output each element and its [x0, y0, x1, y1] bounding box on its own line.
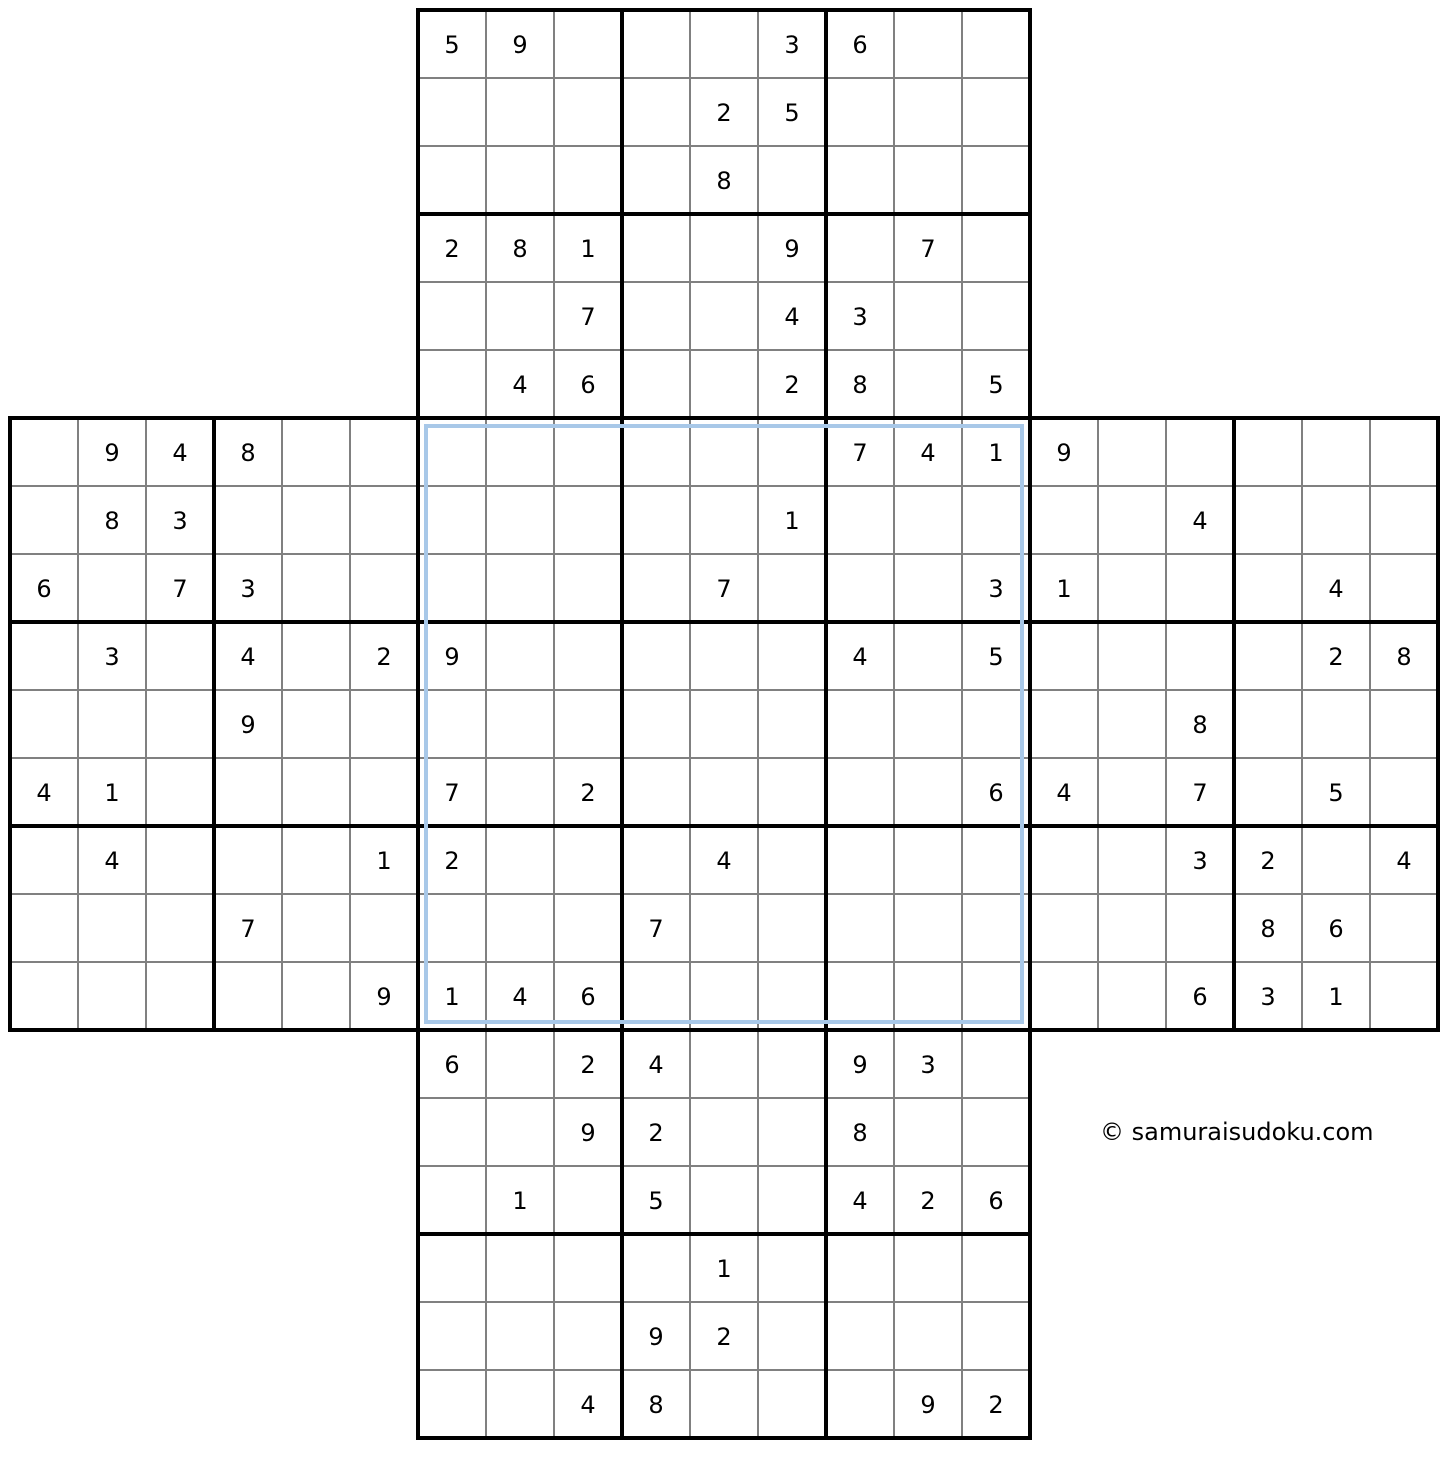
sudoku-cell[interactable]	[554, 146, 622, 214]
sudoku-cell[interactable]	[826, 78, 894, 146]
sudoku-cell[interactable]	[554, 622, 622, 690]
sudoku-cell[interactable]	[690, 962, 758, 1030]
sudoku-cell[interactable]	[690, 622, 758, 690]
sudoku-cell[interactable]	[622, 418, 690, 486]
given-digit: 6	[852, 31, 868, 59]
sudoku-cell[interactable]	[1098, 486, 1166, 554]
sudoku-cell[interactable]	[554, 10, 622, 78]
sudoku-cell[interactable]	[146, 894, 214, 962]
given-digit: 1	[1056, 575, 1072, 603]
sudoku-cell[interactable]	[486, 1302, 554, 1370]
sudoku-cell[interactable]	[10, 894, 78, 962]
sudoku-cell[interactable]	[758, 146, 826, 214]
given-digit: 8	[1192, 711, 1208, 739]
sudoku-cell[interactable]	[894, 1234, 962, 1302]
given-digit: 9	[580, 1119, 596, 1147]
sudoku-cell[interactable]	[350, 418, 418, 486]
given-digit: 4	[920, 439, 936, 467]
sudoku-cell[interactable]	[758, 962, 826, 1030]
given-digit: 9	[852, 1051, 868, 1079]
sudoku-cell[interactable]	[486, 1030, 554, 1098]
sudoku-cell[interactable]	[690, 1098, 758, 1166]
given-digit: 9	[512, 31, 528, 59]
given-digit: 1	[1328, 983, 1344, 1011]
sudoku-cell[interactable]	[622, 486, 690, 554]
sudoku-cell[interactable]	[486, 826, 554, 894]
sudoku-cell[interactable]	[690, 418, 758, 486]
sudoku-cell[interactable]	[826, 554, 894, 622]
sudoku-cell[interactable]	[486, 1370, 554, 1438]
sudoku-cell[interactable]	[894, 758, 962, 826]
sudoku-cell[interactable]	[10, 826, 78, 894]
given-digit: 2	[1260, 847, 1276, 875]
given-digit: 9	[444, 643, 460, 671]
given-digit: 7	[852, 439, 868, 467]
given-digit: 4	[648, 1051, 664, 1079]
given-digit: 6	[580, 983, 596, 1011]
given-digit: 7	[580, 303, 596, 331]
given-digit: 2	[1328, 643, 1344, 671]
sudoku-cell[interactable]	[690, 690, 758, 758]
sudoku-cell[interactable]	[282, 894, 350, 962]
given-digit: 9	[920, 1391, 936, 1419]
sudoku-cell[interactable]	[146, 826, 214, 894]
sudoku-cell[interactable]	[826, 1370, 894, 1438]
sudoku-cell[interactable]	[1370, 758, 1438, 826]
sudoku-cell[interactable]	[622, 146, 690, 214]
sudoku-cell[interactable]	[622, 826, 690, 894]
sudoku-cell[interactable]	[894, 1098, 962, 1166]
given-digit: 2	[716, 99, 732, 127]
sudoku-cell[interactable]	[826, 1234, 894, 1302]
sudoku-cell[interactable]	[826, 214, 894, 282]
sudoku-cell[interactable]	[894, 78, 962, 146]
sudoku-cell[interactable]	[826, 1302, 894, 1370]
given-digit: 7	[716, 575, 732, 603]
given-digit: 3	[172, 507, 188, 535]
sudoku-cell[interactable]	[1030, 962, 1098, 1030]
sudoku-cell[interactable]	[894, 350, 962, 418]
sudoku-cell[interactable]	[486, 554, 554, 622]
sudoku-cell[interactable]	[622, 10, 690, 78]
given-digit: 8	[716, 167, 732, 195]
given-digit: 7	[172, 575, 188, 603]
sudoku-cell[interactable]	[282, 690, 350, 758]
given-digit: 4	[1396, 847, 1412, 875]
given-digit: 4	[784, 303, 800, 331]
sudoku-cell[interactable]	[1098, 826, 1166, 894]
sudoku-cell[interactable]	[962, 486, 1030, 554]
sudoku-cell[interactable]	[826, 894, 894, 962]
sudoku-cell[interactable]	[282, 418, 350, 486]
given-digit: 9	[376, 983, 392, 1011]
sudoku-cell[interactable]	[486, 282, 554, 350]
sudoku-cell[interactable]	[1098, 418, 1166, 486]
sudoku-cell[interactable]	[758, 1098, 826, 1166]
sudoku-cell[interactable]	[622, 282, 690, 350]
given-digit: 2	[444, 235, 460, 263]
sudoku-cell[interactable]	[1166, 554, 1234, 622]
sudoku-cell[interactable]	[350, 894, 418, 962]
sudoku-cell[interactable]	[1234, 554, 1302, 622]
sudoku-cell[interactable]	[1302, 690, 1370, 758]
sudoku-cell[interactable]	[962, 10, 1030, 78]
sudoku-cell[interactable]	[1370, 554, 1438, 622]
sudoku-cell[interactable]	[690, 214, 758, 282]
sudoku-cell[interactable]	[418, 486, 486, 554]
sudoku-cell[interactable]	[418, 78, 486, 146]
sudoku-cell[interactable]	[1234, 758, 1302, 826]
sudoku-cell[interactable]	[1098, 554, 1166, 622]
sudoku-cell[interactable]	[690, 350, 758, 418]
given-digit: 5	[444, 31, 460, 59]
sudoku-cell[interactable]	[622, 690, 690, 758]
sudoku-cell[interactable]	[962, 1234, 1030, 1302]
sudoku-cell[interactable]	[1370, 486, 1438, 554]
sudoku-cell[interactable]	[486, 690, 554, 758]
given-digit: 4	[512, 983, 528, 1011]
given-digit: 8	[512, 235, 528, 263]
sudoku-cell[interactable]	[894, 282, 962, 350]
sudoku-cell[interactable]	[962, 894, 1030, 962]
sudoku-cell[interactable]	[758, 690, 826, 758]
sudoku-cell[interactable]	[894, 10, 962, 78]
sudoku-cell[interactable]	[622, 962, 690, 1030]
given-digit: 8	[648, 1391, 664, 1419]
sudoku-cell[interactable]	[282, 962, 350, 1030]
given-digit: 2	[580, 1051, 596, 1079]
sudoku-cell[interactable]	[1234, 622, 1302, 690]
sudoku-cell[interactable]	[146, 690, 214, 758]
given-digit: 5	[988, 643, 1004, 671]
copyright-text: © samuraisudoku.com	[1100, 1118, 1374, 1146]
given-digit: 4	[1056, 779, 1072, 807]
sudoku-cell[interactable]	[894, 826, 962, 894]
sudoku-cell[interactable]	[282, 826, 350, 894]
given-digit: 7	[240, 915, 256, 943]
sudoku-cell[interactable]	[554, 418, 622, 486]
sudoku-cell[interactable]	[418, 350, 486, 418]
given-digit: 8	[240, 439, 256, 467]
sudoku-cell[interactable]	[758, 418, 826, 486]
sudoku-cell[interactable]	[622, 214, 690, 282]
sudoku-cell[interactable]	[418, 690, 486, 758]
sudoku-cell[interactable]	[894, 1302, 962, 1370]
sudoku-cell[interactable]	[894, 894, 962, 962]
given-digit: 3	[1192, 847, 1208, 875]
given-digit: 6	[988, 1187, 1004, 1215]
sudoku-cell[interactable]	[962, 1098, 1030, 1166]
sudoku-cell[interactable]	[418, 1234, 486, 1302]
given-digit: 3	[852, 303, 868, 331]
given-digit: 5	[1328, 779, 1344, 807]
sudoku-cell[interactable]	[554, 894, 622, 962]
sudoku-cell[interactable]	[554, 1302, 622, 1370]
sudoku-cell[interactable]	[1030, 622, 1098, 690]
sudoku-cell[interactable]	[1302, 826, 1370, 894]
sudoku-cell[interactable]	[282, 758, 350, 826]
given-digit: 3	[920, 1051, 936, 1079]
given-digit: 6	[1328, 915, 1344, 943]
sudoku-cell[interactable]	[486, 78, 554, 146]
sudoku-cell[interactable]	[690, 1030, 758, 1098]
sudoku-cell[interactable]	[486, 146, 554, 214]
sudoku-cell[interactable]	[486, 622, 554, 690]
sudoku-cell[interactable]	[690, 894, 758, 962]
sudoku-cell[interactable]	[146, 962, 214, 1030]
given-digit: 7	[1192, 779, 1208, 807]
sudoku-cell[interactable]	[826, 690, 894, 758]
sudoku-cell[interactable]	[214, 486, 282, 554]
given-digit: 2	[988, 1391, 1004, 1419]
sudoku-cell[interactable]	[78, 554, 146, 622]
sudoku-cell[interactable]	[962, 214, 1030, 282]
given-digit: 1	[512, 1187, 528, 1215]
given-digit: 1	[784, 507, 800, 535]
sudoku-cell[interactable]	[826, 758, 894, 826]
sudoku-cell[interactable]	[1030, 826, 1098, 894]
sudoku-cell[interactable]	[1098, 894, 1166, 962]
given-digit: 6	[988, 779, 1004, 807]
sudoku-cell[interactable]	[1370, 962, 1438, 1030]
sudoku-cell[interactable]	[690, 282, 758, 350]
given-digit: 4	[580, 1391, 596, 1419]
given-digit: 4	[852, 1187, 868, 1215]
given-digit: 1	[716, 1255, 732, 1283]
given-digit: 4	[240, 643, 256, 671]
given-digit: 4	[1328, 575, 1344, 603]
given-digit: 3	[1260, 983, 1276, 1011]
sudoku-cell[interactable]	[758, 622, 826, 690]
given-digit: 9	[104, 439, 120, 467]
sudoku-cell[interactable]	[758, 1166, 826, 1234]
sudoku-cell[interactable]	[962, 146, 1030, 214]
sudoku-cell[interactable]	[962, 690, 1030, 758]
sudoku-cell[interactable]	[350, 758, 418, 826]
given-digit: 2	[920, 1187, 936, 1215]
sudoku-cell[interactable]	[1370, 894, 1438, 962]
sudoku-cell[interactable]	[418, 418, 486, 486]
given-digit: 8	[1396, 643, 1412, 671]
sudoku-cell[interactable]	[486, 1234, 554, 1302]
sudoku-cell[interactable]	[554, 1166, 622, 1234]
given-digit: 1	[376, 847, 392, 875]
sudoku-cell[interactable]	[418, 554, 486, 622]
sudoku-cell[interactable]	[418, 1166, 486, 1234]
sudoku-cell[interactable]	[962, 1302, 1030, 1370]
sudoku-cell[interactable]	[10, 962, 78, 1030]
sudoku-cell[interactable]	[146, 622, 214, 690]
sudoku-cell[interactable]	[146, 758, 214, 826]
sudoku-cell[interactable]	[894, 554, 962, 622]
sudoku-cell[interactable]	[214, 758, 282, 826]
sudoku-cell[interactable]	[350, 554, 418, 622]
sudoku-cell[interactable]	[1370, 418, 1438, 486]
sudoku-cell[interactable]	[486, 894, 554, 962]
sudoku-cell[interactable]	[418, 1370, 486, 1438]
sudoku-cell[interactable]	[962, 962, 1030, 1030]
sudoku-cell[interactable]	[1098, 690, 1166, 758]
given-digit: 6	[36, 575, 52, 603]
sudoku-cell[interactable]	[622, 758, 690, 826]
sudoku-cell[interactable]	[894, 146, 962, 214]
sudoku-cell[interactable]	[282, 622, 350, 690]
given-digit: 6	[580, 371, 596, 399]
given-digit: 5	[648, 1187, 664, 1215]
sudoku-cell[interactable]	[418, 1302, 486, 1370]
sudoku-cell[interactable]	[486, 758, 554, 826]
given-digit: 4	[852, 643, 868, 671]
sudoku-cell[interactable]	[622, 350, 690, 418]
given-digit: 2	[716, 1323, 732, 1351]
given-digit: 9	[648, 1323, 664, 1351]
given-digit: 7	[648, 915, 664, 943]
sudoku-cell[interactable]	[894, 486, 962, 554]
sudoku-cell[interactable]	[214, 826, 282, 894]
sudoku-cell[interactable]	[758, 1030, 826, 1098]
given-digit: 2	[376, 643, 392, 671]
given-digit: 8	[852, 1119, 868, 1147]
sudoku-cell[interactable]	[826, 146, 894, 214]
sudoku-cell[interactable]	[10, 418, 78, 486]
sudoku-cell[interactable]	[554, 486, 622, 554]
given-digit: 1	[580, 235, 596, 263]
sudoku-cell[interactable]	[1098, 622, 1166, 690]
sudoku-cell[interactable]	[554, 690, 622, 758]
sudoku-cell[interactable]	[1098, 758, 1166, 826]
sudoku-cell[interactable]	[1030, 690, 1098, 758]
sudoku-cell[interactable]	[350, 690, 418, 758]
sudoku-cell[interactable]	[690, 1166, 758, 1234]
given-digit: 8	[1260, 915, 1276, 943]
given-digit: 6	[1192, 983, 1208, 1011]
sudoku-cell[interactable]	[758, 894, 826, 962]
sudoku-cell[interactable]	[758, 1370, 826, 1438]
sudoku-cell[interactable]	[622, 1234, 690, 1302]
given-digit: 2	[444, 847, 460, 875]
sudoku-cell[interactable]	[962, 282, 1030, 350]
given-digit: 4	[172, 439, 188, 467]
sudoku-cell[interactable]	[282, 486, 350, 554]
sudoku-cell[interactable]	[1302, 418, 1370, 486]
given-digit: 8	[104, 507, 120, 535]
sudoku-cell[interactable]	[1098, 962, 1166, 1030]
given-digit: 7	[920, 235, 936, 263]
given-digit: 9	[240, 711, 256, 739]
sudoku-cell[interactable]	[418, 894, 486, 962]
given-digit: 2	[784, 371, 800, 399]
sudoku-cell[interactable]	[622, 622, 690, 690]
given-digit: 4	[512, 371, 528, 399]
given-digit: 4	[716, 847, 732, 875]
sudoku-cell[interactable]	[78, 690, 146, 758]
sudoku-cell[interactable]	[1030, 486, 1098, 554]
given-digit: 7	[444, 779, 460, 807]
sudoku-cell[interactable]	[78, 894, 146, 962]
sudoku-cell[interactable]	[894, 690, 962, 758]
given-digit: 3	[104, 643, 120, 671]
sudoku-cell[interactable]	[418, 146, 486, 214]
sudoku-cell[interactable]	[758, 554, 826, 622]
sudoku-cell[interactable]	[486, 1098, 554, 1166]
given-digit: 1	[104, 779, 120, 807]
given-digit: 1	[444, 983, 460, 1011]
sudoku-cell[interactable]	[10, 622, 78, 690]
sudoku-cell[interactable]	[418, 282, 486, 350]
sudoku-cell[interactable]	[826, 486, 894, 554]
given-digit: 9	[784, 235, 800, 263]
sudoku-cell[interactable]	[690, 10, 758, 78]
sudoku-cell[interactable]	[1370, 690, 1438, 758]
sudoku-cell[interactable]	[690, 486, 758, 554]
sudoku-cell[interactable]	[1234, 418, 1302, 486]
sudoku-cell[interactable]	[894, 962, 962, 1030]
sudoku-cell[interactable]	[10, 690, 78, 758]
sudoku-cell[interactable]	[622, 78, 690, 146]
sudoku-cell[interactable]	[10, 486, 78, 554]
sudoku-cell[interactable]	[826, 962, 894, 1030]
sudoku-cell[interactable]	[690, 1370, 758, 1438]
given-digit: 4	[1192, 507, 1208, 535]
given-digit: 3	[240, 575, 256, 603]
given-digit: 5	[988, 371, 1004, 399]
sudoku-cell[interactable]	[350, 486, 418, 554]
given-digit: 8	[852, 371, 868, 399]
cell-layer	[10, 10, 1438, 1438]
sudoku-cell[interactable]	[214, 962, 282, 1030]
sudoku-cell[interactable]	[758, 758, 826, 826]
sudoku-cell[interactable]	[690, 758, 758, 826]
sudoku-cell[interactable]	[962, 78, 1030, 146]
given-digit: 3	[988, 575, 1004, 603]
given-digit: 4	[104, 847, 120, 875]
sudoku-cell[interactable]	[1030, 894, 1098, 962]
sudoku-cell[interactable]	[1234, 690, 1302, 758]
given-digit: 6	[444, 1051, 460, 1079]
sudoku-cell[interactable]	[758, 1302, 826, 1370]
sudoku-cell[interactable]	[1166, 622, 1234, 690]
sudoku-cell[interactable]	[554, 554, 622, 622]
sudoku-cell[interactable]	[962, 826, 1030, 894]
sudoku-cell[interactable]	[1234, 486, 1302, 554]
given-digit: 2	[648, 1119, 664, 1147]
given-digit: 2	[580, 779, 596, 807]
sudoku-cell[interactable]	[486, 486, 554, 554]
given-digit: 1	[988, 439, 1004, 467]
sudoku-cell[interactable]	[486, 418, 554, 486]
given-digit: 9	[1056, 439, 1072, 467]
sudoku-cell[interactable]	[78, 962, 146, 1030]
sudoku-cell[interactable]	[1166, 894, 1234, 962]
sudoku-cell[interactable]	[894, 622, 962, 690]
sudoku-cell[interactable]	[826, 826, 894, 894]
sudoku-cell[interactable]	[1166, 418, 1234, 486]
sudoku-cell[interactable]	[282, 554, 350, 622]
sudoku-cell[interactable]	[554, 826, 622, 894]
sudoku-cell[interactable]	[418, 1098, 486, 1166]
sudoku-cell[interactable]	[758, 1234, 826, 1302]
sudoku-cell[interactable]	[758, 826, 826, 894]
sudoku-cell[interactable]	[554, 78, 622, 146]
sudoku-cell[interactable]	[1302, 486, 1370, 554]
sudoku-cell[interactable]	[622, 554, 690, 622]
sudoku-cell[interactable]	[554, 1234, 622, 1302]
given-digit: 3	[784, 31, 800, 59]
given-digit: 4	[36, 779, 52, 807]
sudoku-cell[interactable]	[962, 1030, 1030, 1098]
given-digit: 5	[784, 99, 800, 127]
